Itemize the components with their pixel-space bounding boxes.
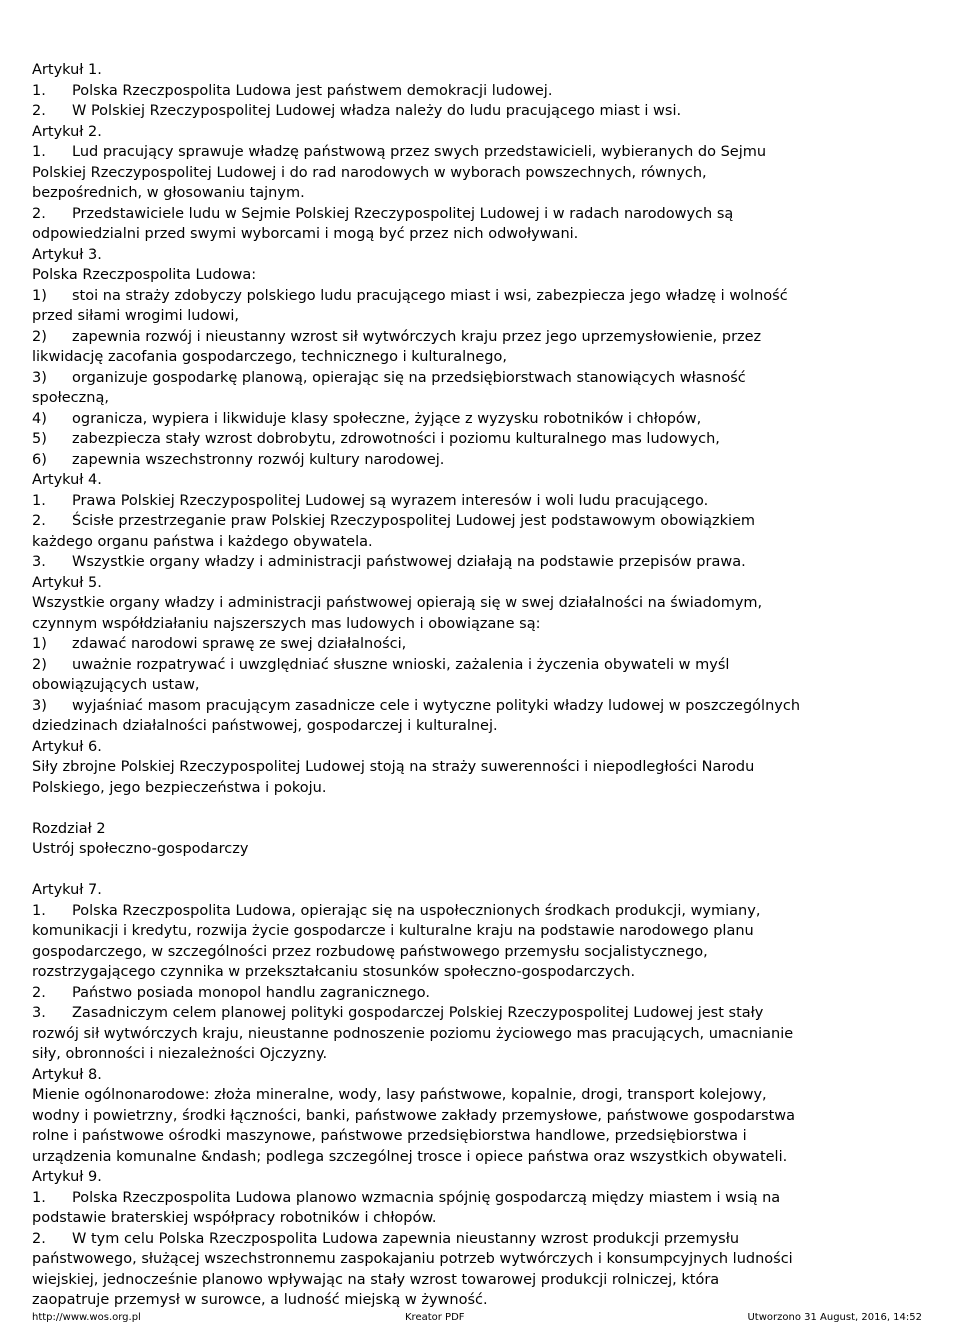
numbered-line — [32, 655, 932, 676]
item-text: wyjaśniać masom pracującym zasadnicze cele i wytyczne polityki władzy ludowej w poszczególnych — [72, 697, 801, 714]
section-heading: Artykuł 7. — [32, 882, 102, 898]
section-heading: Artykuł 9. — [32, 1169, 102, 1185]
item-text: ogranicza, wypiera i likwiduje klasy społeczne, żyjące z wyzysku robotników i chłopów, — [72, 410, 702, 427]
text-line: zaopatruje przemysł w surowce, a ludność miejską w żywność. — [32, 1292, 488, 1308]
item-text: Państwo posiada monopol handlu zagranicznego. — [72, 984, 430, 1001]
text-line: dziedzinach działalności państwowej, gospodarczej i kulturalnej. — [32, 718, 498, 734]
numbered-line — [32, 286, 932, 307]
item-number: 2. — [32, 984, 46, 1001]
blank-line — [32, 798, 932, 819]
text-line: Siły zbrojne Polskiej Rzeczypospolitej Ludowej stoją na straży suwerenności i niepodległości Narodu — [32, 759, 755, 775]
section-heading: Artykuł 6. — [32, 738, 102, 755]
item-number: 1. — [32, 82, 46, 99]
text-line: rozwój sił wytwórczych kraju, nieustanne podnoszenie poziomu życiowego mas pracujących, umacnianie — [32, 1025, 794, 1042]
numbered-line — [32, 81, 932, 102]
text-line: Polska Rzeczpospolita Ludowa: — [32, 267, 257, 283]
text-line: każdego organu państwa i każdego obywatela. — [32, 533, 373, 550]
text-line: rozstrzygającego czynnika w przekształcaniu stosunków społeczno-gospodarczych. — [32, 964, 636, 980]
text-line: państwowego, służącej wszechstronnemu zaspokajaniu potrzeb wytwórczych i konsumpcyjnych ludności — [32, 1251, 793, 1267]
numbered-line — [32, 327, 932, 348]
item-text: zabezpiecza stały wzrost dobrobytu, zdrowotności i poziomu kulturalnego mas ludowych, — [72, 431, 720, 447]
item-number: 3. — [32, 554, 46, 570]
numbered-line — [32, 901, 932, 922]
text-line: Ustrój społeczno-gospodarczy — [32, 841, 249, 857]
text-line: wiejskiej, jednocześnie planowo wpływając na stały wzrost towarowej produkcji rolniczej, która — [32, 1271, 720, 1288]
footer-url-link[interactable]: http://www.wos.org.pl — [32, 1312, 141, 1323]
item-number: 2) — [32, 328, 47, 345]
item-number: 6) — [32, 451, 47, 468]
item-text: stoi na straży zdobyczy polskiego ludu pracującego miast i wsi, zabezpiecza jego władzę i wolność — [72, 287, 788, 304]
item-number: 5) — [32, 431, 47, 447]
item-number: 2. — [32, 513, 46, 529]
text-line: Polskiego, jego bezpieczeństwa i pokoju. — [32, 779, 327, 796]
numbered-line — [32, 1003, 932, 1024]
item-number: 1. — [32, 144, 46, 160]
section-heading: Artykuł 4. — [32, 472, 102, 488]
text-line: wodny i powietrzny, środki łączności, banki, państwowe zakłady przemysłowe, państwowe gospodarstwa — [32, 1107, 795, 1124]
footer-created-date: Utworzono 31 August, 2016, 14:52 — [747, 1312, 922, 1323]
item-number: 1. — [32, 492, 46, 509]
item-text: Przedstawiciele ludu w Sejmie Polskiej Rzeczypospolitej Ludowej i w radach narodowych są — [72, 205, 734, 222]
page-footer — [32, 1310, 922, 1325]
numbered-line — [32, 429, 932, 450]
section-heading: Artykuł 3. — [32, 246, 102, 263]
numbered-line — [32, 101, 932, 122]
item-number: 2. — [32, 1230, 46, 1247]
text-line: Wszystkie organy władzy i administracji państwowej opierają się w swej działalności na świadomym, — [32, 595, 763, 611]
item-text: Wszystkie organy władzy i administracji państwowej działają na podstawie przepisów prawa. — [72, 554, 746, 570]
numbered-line — [32, 491, 932, 512]
text-line: podstawie braterskiej współpracy robotników i chłopów. — [32, 1210, 437, 1226]
item-text: Polska Rzeczpospolita Ludowa, opierając się na uspołecznionych środkach produkcji, wymiany, — [72, 902, 761, 919]
text-line: Mienie ogólnonarodowe: złoża mineralne, wody, lasy państwowe, kopalnie, drogi, transport kolejowy, — [32, 1087, 767, 1103]
text-line: rolne i państwowe ośrodki maszynowe, państwowe przedsiębiorstwa handlowe, przedsiębiorstwa i — [32, 1128, 747, 1144]
item-number: 1) — [32, 287, 47, 304]
item-text: zapewnia wszechstronny rozwój kultury narodowej. — [72, 451, 445, 468]
blank-line — [32, 860, 932, 881]
item-text: Lud pracujący sprawuje władzę państwową przez swych przedstawicieli, wybieranych do Sejmu — [72, 144, 767, 160]
item-number: 4) — [32, 410, 47, 427]
text-line: Polskiej Rzeczypospolitej Ludowej i do rad narodowych w wyborach powszechnych, równych, — [32, 164, 707, 181]
item-text: zapewnia rozwój i nieustanny wzrost sił wytwórczych kraju przez jego uprzemysłowienie, przez — [72, 328, 762, 345]
item-number: 2) — [32, 656, 47, 673]
item-text: Prawa Polskiej Rzeczypospolitej Ludowej są wyrazem interesów i woli ludu pracującego. — [72, 492, 709, 509]
text-line: przed siłami wrogimi ludowi, — [32, 308, 240, 324]
numbered-line — [32, 142, 932, 163]
numbered-line — [32, 409, 932, 430]
text-line: urządzenia komunalne &ndash; podlega szczególnej trosce i opiece państwa oraz wszystkich obywateli. — [32, 1148, 788, 1165]
item-number: 2. — [32, 103, 46, 119]
text-line: społeczną, — [32, 390, 109, 406]
numbered-line — [32, 1229, 932, 1250]
section-heading: Rozdział 2 — [32, 820, 106, 837]
numbered-line — [32, 204, 932, 225]
numbered-line — [32, 983, 932, 1004]
item-number: 1. — [32, 1189, 46, 1206]
footer-generator-label: Kreator PDF — [405, 1312, 465, 1323]
item-text: W tym celu Polska Rzeczpospolita Ludowa zapewnia nieustanny wzrost produkcji przemysłu — [72, 1230, 740, 1247]
item-number: 2. — [32, 205, 46, 222]
item-text: zdawać narodowi sprawę ze swej działalności, — [72, 636, 407, 652]
section-heading: Artykuł 8. — [32, 1066, 102, 1083]
item-text: uważnie rozpatrywać i uwzględniać słuszne wnioski, zażalenia i życzenia obywateli w myśl — [72, 656, 730, 673]
text-line: odpowiedzialni przed swymi wyborcami i mogą być przez nich odwoływani. — [32, 226, 579, 242]
text-line: obowiązujących ustaw, — [32, 677, 200, 693]
section-heading: Artykuł 2. — [32, 123, 102, 140]
item-number: 1. — [32, 902, 46, 919]
item-number: 1) — [32, 636, 47, 652]
numbered-line — [32, 1188, 932, 1209]
item-text: W Polskiej Rzeczypospolitej Ludowej władza należy do ludu pracującego miast i wsi. — [72, 103, 682, 119]
item-text: organizuje gospodarkę planową, opierając się na przedsiębiorstwach stanowiących własność — [72, 369, 746, 386]
item-text: Polska Rzeczpospolita Ludowa planowo wzmacnia spójnię gospodarczą między miastem i wsią na — [72, 1189, 781, 1206]
numbered-line — [32, 552, 932, 573]
text-line: siły, obronności i niezależności Ojczyzny. — [32, 1046, 328, 1062]
text-line: czynnym współdziałaniu najszerszych mas ludowych i obowiązane są: — [32, 615, 541, 632]
item-number: 3. — [32, 1005, 46, 1021]
section-heading: Artykuł 5. — [32, 574, 102, 591]
item-number: 3) — [32, 369, 47, 386]
numbered-line — [32, 696, 932, 717]
numbered-line — [32, 368, 932, 389]
text-line: bezpośrednich, w głosowaniu tajnym. — [32, 185, 305, 201]
numbered-line — [32, 634, 932, 655]
item-text: Polska Rzeczpospolita Ludowa jest państwem demokracji ludowej. — [72, 82, 553, 99]
text-line: komunikacji i kredytu, rozwija życie gospodarcze i kulturalne kraju na podstawie narodowego planu — [32, 923, 754, 939]
item-number: 3) — [32, 697, 47, 714]
text-line: likwidację zacofania gospodarczego, technicznego i kulturalnego, — [32, 349, 507, 365]
document-body — [32, 60, 932, 1311]
section-heading: Artykuł 1. — [32, 62, 102, 78]
numbered-line — [32, 450, 932, 471]
item-text: Ścisłe przestrzeganie praw Polskiej Rzeczypospolitej Ludowej jest podstawowym obowiązkiem — [72, 513, 756, 529]
numbered-line — [32, 511, 932, 532]
item-text: Zasadniczym celem planowej polityki gospodarczej Polskiej Rzeczypospolitej Ludowej jest stały — [72, 1005, 764, 1021]
text-line: gospodarczego, w szczególności przez rozbudowę państwowego przemysłu socjalistycznego, — [32, 943, 708, 960]
